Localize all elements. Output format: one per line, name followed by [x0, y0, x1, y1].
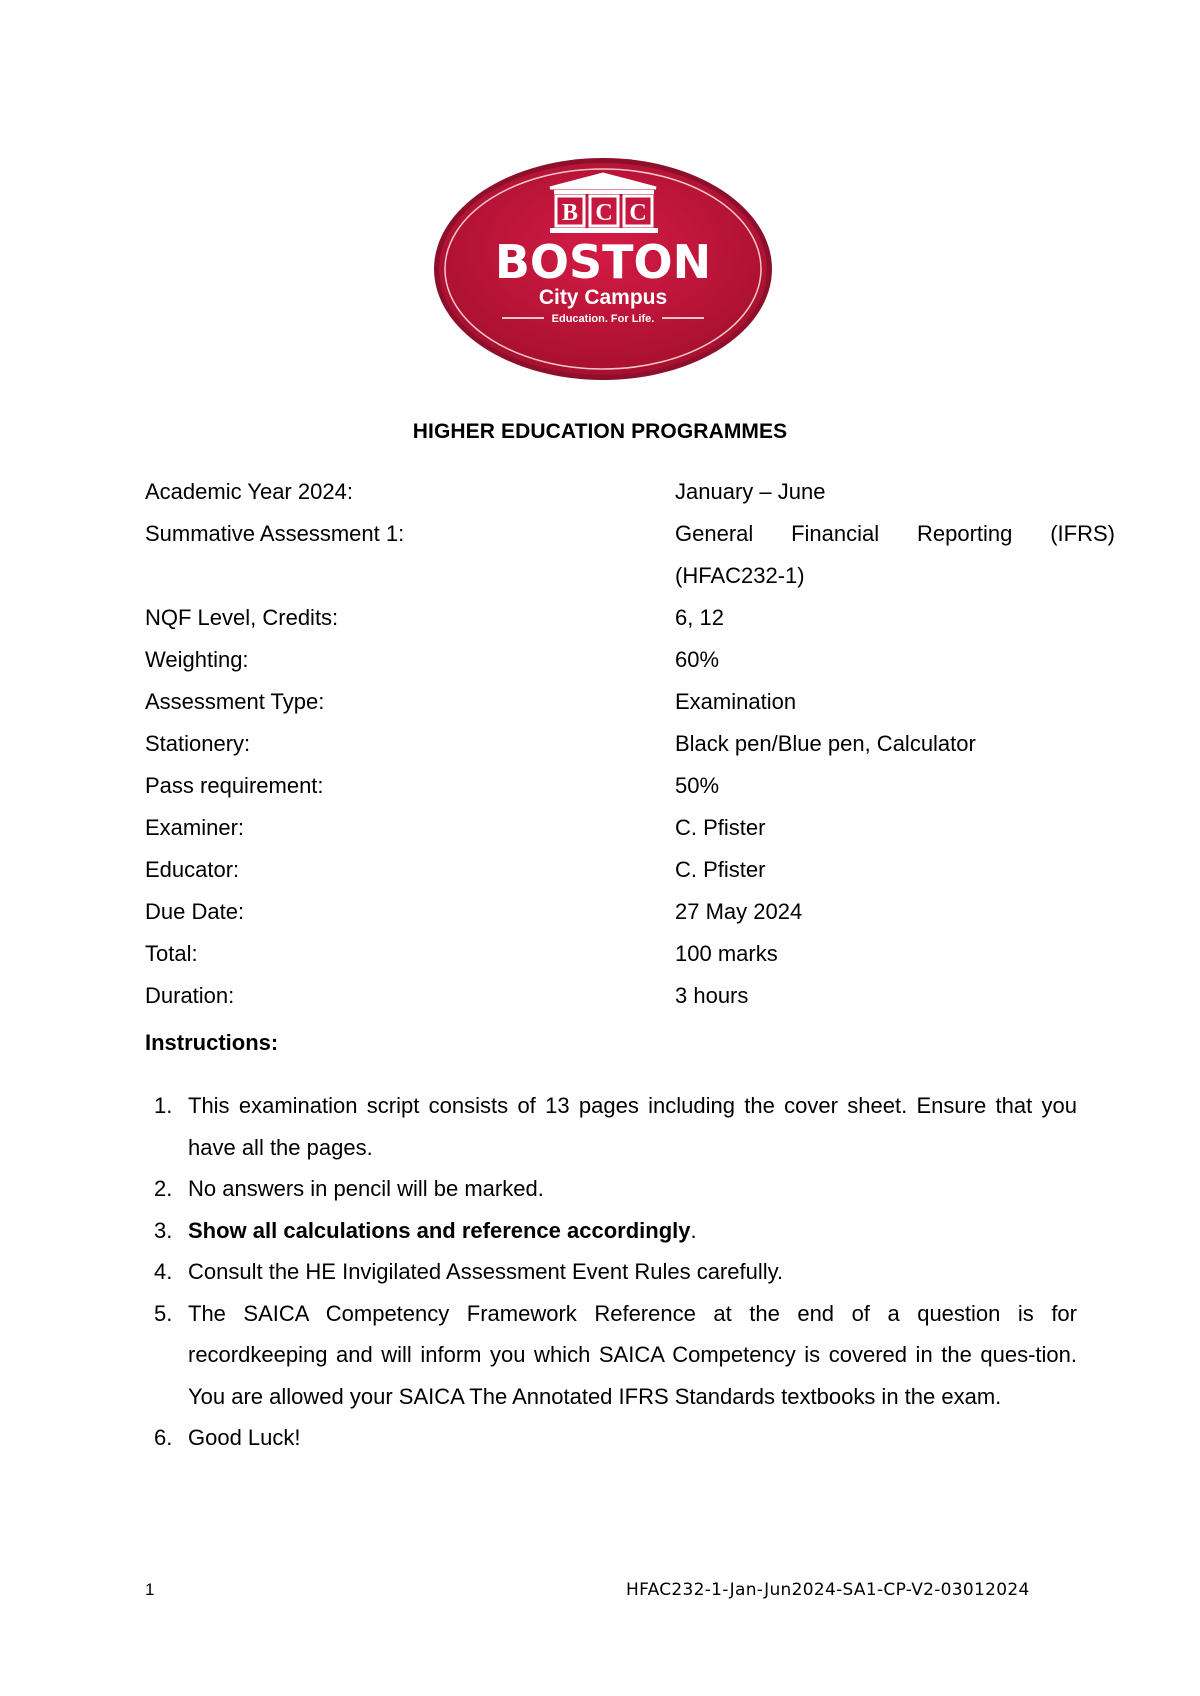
page-number: 1 — [145, 1580, 155, 1599]
detail-value: 6, 12 — [675, 605, 724, 630]
detail-row-summative-cont — [145, 555, 1115, 597]
list-text: Good Luck! — [188, 1425, 301, 1450]
detail-row-summative — [145, 513, 1115, 555]
detail-row-stationery — [145, 723, 1115, 765]
detail-value: 50% — [675, 773, 720, 798]
instructions-title: Instructions: — [145, 1030, 279, 1055]
list-number: 3. — [154, 1217, 173, 1243]
logo-initial-c1: C — [595, 200, 613, 226]
detail-value: General Financial Reporting (IFRS) — [675, 521, 1115, 546]
list-text-bold: Show all calculations and reference accordingly — [188, 1217, 691, 1243]
detail-value: 100 marks — [675, 941, 778, 966]
detail-label: Assessment Type: — [145, 689, 325, 714]
assessment-details — [145, 471, 1115, 1017]
detail-row-weighting — [145, 639, 1115, 681]
list-number: 6. — [154, 1425, 173, 1450]
detail-value: C. Pfister — [675, 857, 766, 882]
detail-label: Academic Year 2024: — [145, 479, 353, 504]
list-number: 5. — [154, 1300, 173, 1326]
detail-row-duration — [145, 975, 1115, 1017]
detail-value: January – June — [675, 479, 826, 504]
list-text: This examination script consists of 13 pages including the cover sheet. Ensure that you have all the pages. — [188, 1093, 1077, 1160]
logo-initial-b: B — [561, 200, 579, 226]
detail-label: Stationery: — [145, 731, 251, 756]
detail-value: 27 May 2024 — [675, 899, 803, 924]
detail-label: Summative Assessment 1: — [145, 521, 405, 546]
list-text: No answers in pencil will be marked. — [188, 1176, 544, 1201]
detail-label: Pass requirement: — [145, 773, 324, 798]
list-item — [145, 1417, 1077, 1459]
detail-row-educator — [145, 849, 1115, 891]
page-heading: HIGHER EDUCATION PROGRAMMES — [412, 420, 788, 443]
list-number: 4. — [154, 1259, 173, 1284]
detail-value: C. Pfister — [675, 815, 766, 840]
detail-row-nqf — [145, 597, 1115, 639]
instructions-list — [145, 1085, 1077, 1459]
list-item — [145, 1293, 1077, 1418]
detail-row-examiner — [145, 807, 1115, 849]
detail-label: Educator: — [145, 857, 240, 882]
document-code: HFAC232-1-Jan-Jun2024-SA1-CP-V2-03012024 — [626, 1580, 1030, 1600]
detail-value: 3 hours — [675, 983, 749, 1008]
list-text — [188, 1210, 1077, 1252]
detail-label: NQF Level, Credits: — [145, 605, 339, 630]
detail-label: Examiner: — [145, 815, 245, 840]
logo-emblem — [432, 156, 774, 382]
detail-label: Due Date: — [145, 899, 245, 924]
logo-subname: City Campus — [538, 286, 668, 309]
list-text: Consult the HE Invigilated Assessment Event Rules carefully. — [188, 1259, 784, 1284]
detail-row-total — [145, 933, 1115, 975]
detail-row-due-date — [145, 891, 1115, 933]
detail-value: 60% — [675, 647, 720, 672]
detail-label: Weighting: — [145, 647, 249, 672]
list-item — [145, 1251, 1077, 1293]
detail-row-pass-requirement — [145, 765, 1115, 807]
list-item — [145, 1210, 1077, 1252]
logo-name: BOSTON — [494, 235, 712, 289]
list-text-after: . — [690, 1217, 697, 1243]
detail-label: Total: — [145, 941, 198, 966]
detail-value-cont: (HFAC232-1) — [675, 563, 805, 588]
logo-initial-c2: C — [629, 200, 647, 226]
list-text: The SAICA Competency Framework Reference at the end of a question is for recordkeeping and will inform you which SAICA Competency is covered in the ques-tion. You are allowed your SAICA The Annotated IFRS Standards textbooks in the exam. — [188, 1300, 1077, 1409]
list-item — [145, 1085, 1077, 1168]
detail-label: Duration: — [145, 983, 235, 1008]
detail-value: Black pen/Blue pen, Calculator — [675, 731, 976, 756]
list-number: 2. — [154, 1176, 173, 1201]
detail-value: Examination — [675, 689, 797, 714]
boston-city-campus-logo — [432, 156, 774, 382]
detail-row-academic-year — [145, 471, 1115, 513]
logo-tagline: Education. For Life. — [551, 313, 655, 325]
list-item — [145, 1168, 1077, 1210]
list-number: 1. — [154, 1093, 173, 1118]
detail-row-assessment-type — [145, 681, 1115, 723]
